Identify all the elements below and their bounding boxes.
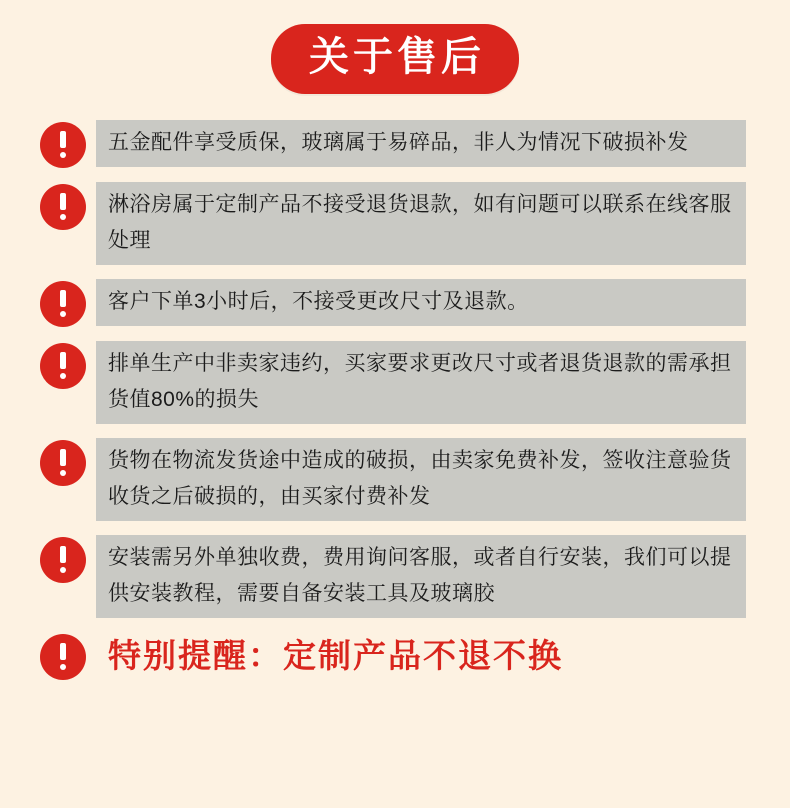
page-title-area [0, 0, 790, 94]
list-item-text: 淋浴房属于定制产品不接受退货退款，如有问题可以联系在线客服处理 [96, 182, 746, 265]
list-item-text: 安装需另外单独收费，费用询问客服，或者自行安装，我们可以提供安装教程，需要自备安装工具及玻璃胶 [96, 535, 746, 618]
list-item-text: 排单生产中非卖家违约，买家要求更改尺寸或者退货退款的需承担货值80%的损失 [96, 341, 746, 424]
special-notice-text: 特别提醒：定制产品不退不换 [108, 637, 563, 674]
list-item [40, 182, 746, 265]
exclamation-circle-icon [40, 281, 86, 327]
list-item [40, 120, 746, 168]
list-item [40, 535, 746, 618]
exclamation-circle-icon [40, 537, 86, 583]
exclamation-circle-icon [40, 343, 86, 389]
exclamation-circle-icon [40, 122, 86, 168]
exclamation-circle-icon [40, 184, 86, 230]
after-sales-list [0, 120, 790, 684]
exclamation-circle-icon [40, 440, 86, 486]
list-item [40, 341, 746, 424]
list-item [40, 279, 746, 327]
list-item-text: 客户下单3小时后，不接受更改尺寸及退款。 [96, 279, 746, 326]
list-item-text: 货物在物流发货途中造成的破损，由卖家免费补发，签收注意验货收货之后破损的，由买家付费补发 [96, 438, 746, 521]
page-title: 关于售后 [271, 24, 519, 94]
list-item-text: 五金配件享受质保，玻璃属于易碎品，非人为情况下破损补发 [96, 120, 746, 167]
exclamation-circle-icon [40, 634, 86, 680]
list-item [40, 438, 746, 521]
special-notice [40, 634, 746, 684]
